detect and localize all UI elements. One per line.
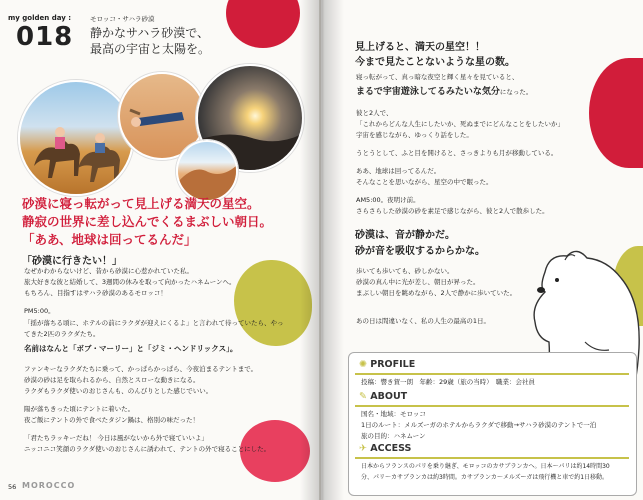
about-line3: 旅の目的：ハネムーン (361, 432, 426, 440)
camel-names-line: 名前はなんと「ボブ・マーリー」と「ジミ・ヘンドリックス」。 (24, 344, 238, 353)
about-line1: 国名・地域：モロッコ (361, 410, 426, 418)
right-p4-line1: ああ、地球は回ってるんだ。 (356, 167, 441, 175)
left-p2-line2: てきた2匹のラクダたち。 (24, 330, 100, 338)
left-p3-line1: ファンキーなラクダたちに乗って、かっぱらかっぱら、今夜泊まるテントまで。 (24, 365, 258, 373)
dunes-illustration (178, 142, 236, 200)
article-title-line1: 静かなサハラ砂漠で、 (90, 26, 210, 40)
about-icon: ✎ (359, 391, 367, 402)
access-line2: 分、パリ～カサブランカは約3時間。カサブランカ～メルズーガは飛行機と車で約1日移動。 (361, 474, 609, 481)
about-heading-label: ABOUT (370, 391, 408, 402)
right-p7: あの日は間違いなく、私の人生の最高の1日。 (356, 317, 491, 325)
right-p2-line1: 彼と2人で、 (356, 109, 393, 117)
sub-heading: 「砂漠に行きたい！」 (22, 256, 122, 267)
profile-bar (355, 373, 629, 375)
access-heading (359, 443, 411, 454)
left-page (0, 0, 319, 500)
left-p5-line2: ニッコニコ笑顔のラクダ使いのおじさんに誘われて、テントの外で寝ることにした。 (24, 445, 271, 453)
decor-red-blob-top (226, 0, 300, 48)
left-p4-line2: 夜ご飯にテントの外で食べたタジン鍋は、格別の味だった！ (24, 416, 200, 424)
right-lead-line2: 今まで見たことないような星の数。 (355, 57, 515, 68)
profile-line: 投稿：響き賀一朗 年齢：29歳（旅の当時） 職業：会社員 (361, 378, 536, 386)
decor-red-blob-right (589, 58, 643, 168)
article-number: 018 (16, 22, 74, 52)
right-p1a: 寝っ転がって、真っ暗な夜空と輝く星々を見ていると、 (356, 73, 519, 81)
profile-heading (359, 359, 415, 370)
article-kicker: モロッコ・サハラ砂漠 (90, 15, 155, 23)
left-p1-line2: 旅大好きな彼と結婚して、3週間の休みを取って向かったハネムーンへ。 (24, 278, 236, 286)
about-heading (359, 391, 407, 402)
right-lead-line1: 見上げると、満天の星空！！ (355, 42, 485, 53)
access-bar (355, 457, 629, 459)
info-box (348, 352, 637, 496)
right-lead2-line2: 砂が音を吸収するからかな。 (355, 246, 485, 257)
headline-line1: 砂漠に寝っ転がって見上げる満天の星空。 (22, 196, 260, 211)
left-p3-line2: 砂漠の砂は足を取られるから、自然とスローな動きになる。 (24, 376, 200, 384)
left-p1-line1: なぜかわからないけど、昔から砂漠に心惹かれていた私。 (24, 267, 193, 275)
right-p3: うとうとして、ふと目を開けると、さっきよりも月が移動している。 (356, 149, 558, 157)
series-label: my golden day : (8, 14, 72, 22)
headline-line3: 「ああ、地球は回ってるんだ」 (22, 232, 197, 247)
profile-icon: ✺ (359, 359, 367, 370)
right-p1b-line (356, 84, 532, 97)
access-heading-label: ACCESS (370, 443, 412, 454)
headline-line2: 静寂の世界に差し込んでくるまぶしい朝日。 (22, 214, 273, 229)
about-bar (355, 405, 629, 407)
article-title-line2: 最高の宇宙と太陽を。 (90, 42, 211, 56)
right-p5-line1: AM5:00。夜明け前。 (356, 196, 420, 204)
camels-illustration (20, 82, 132, 194)
right-p2-line2: 「これからどんな人生にしたいか、死ぬまでにどんなことをしたいか」 (356, 120, 564, 128)
left-p3-line3: ラクダもラクダ使いのおじさんも、のんびりとした感じでいい。 (24, 387, 213, 395)
right-p1b-tail: になった。 (499, 88, 533, 96)
access-line1: 日本からフランスのパリを乗り継ぎ、モロッコのカサブランカへ。日本～パリは約14時間30 (361, 463, 610, 470)
right-p6-line1: 歩いても歩いても、砂しかない。 (356, 267, 454, 275)
right-p4-line2: そんなことを思いながら、星空の中で眠った。 (356, 178, 493, 186)
right-p2-line3: 宇宙を感じながら、ゆっくり話をした。 (356, 131, 473, 139)
about-line2: 1日のルート：メルズーガのホテルからラクダで移動→サハラ砂漠のテントで一泊 (361, 421, 597, 429)
photo-dunes (176, 140, 238, 202)
right-lead2-line1: 砂漠は、音が静かだ。 (355, 230, 455, 241)
left-p4-line1: 陽が落ちきった頃にテントに着いた。 (24, 405, 135, 413)
right-p6-line3: まぶしい朝日を眺めながら、2人で静かに歩いていた。 (356, 289, 517, 297)
right-p1b-bold: まるで宇宙遊泳してるみたいな気分 (356, 87, 500, 97)
left-time1: PM5:00。 (24, 307, 55, 315)
access-plane-icon: ✈ (359, 443, 367, 454)
left-p2-line1: 「揺が落ちる頃に、ホテルの前にラクダが迎えにくるよ」と言われて待っていたら、やっ (24, 319, 284, 327)
decor-olive-blob-left (234, 260, 312, 346)
photo-camels-riders (18, 80, 134, 196)
right-p6-line2: 砂漠の真ん中に光が差し、朝日が昇った。 (356, 278, 480, 286)
left-p1-line3: もちろん、目指すはサハラ砂漠のあるモロッコ！ (24, 289, 167, 297)
footer-country: MOROCCO (22, 481, 76, 490)
left-p5-line1: 「君たちラッキーだね！ 今日は風がないから外で寝ていいよ」 (24, 434, 208, 442)
profile-heading-label: PROFILE (370, 359, 416, 370)
left-page-number: 56 (8, 483, 17, 491)
right-p5-line2: さらさらした砂漠の砂を素足で感じながら、彼と2人で散歩した。 (356, 207, 549, 215)
